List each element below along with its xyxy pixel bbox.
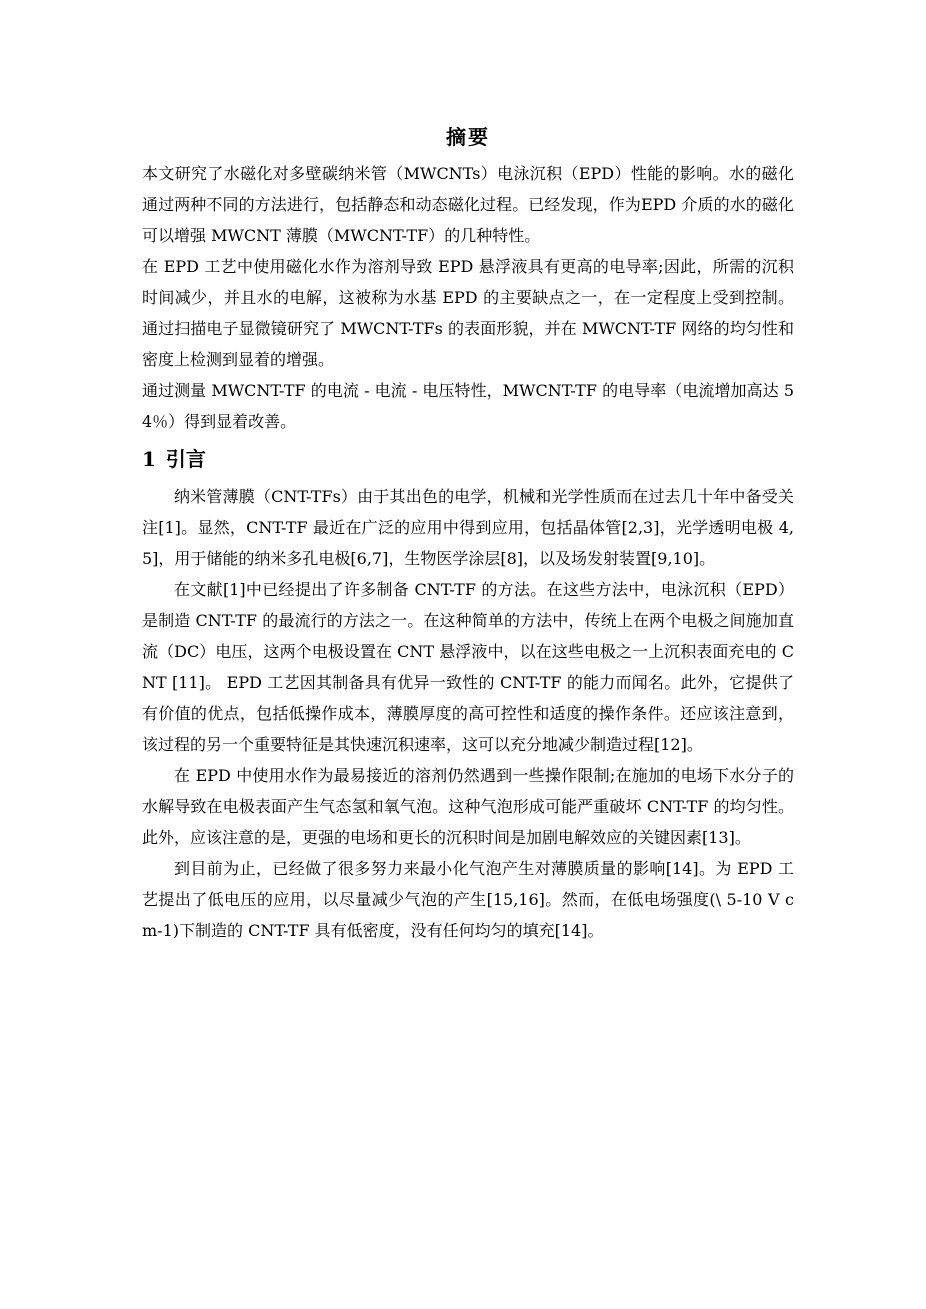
section-title: 引言 [165, 447, 206, 471]
intro-paragraph-2: 在文献[1]中已经提出了许多制备 CNT-TF 的方法。在这些方法中，电泳沉积（EPD）是制造 CNT-TF 的最流行的方法之一。在这种简单的方法中，传统上在两个电极之间施加直流（DC）电压，这两个电极设置在 CNT 悬浮液中，以在这些电极之一上沉积表面充电的 CNT [11]。 EPD 工艺因其制备具有优异一致性的 CNT-TF 的能力而闻名。此外，它提供了有价值的优点，包括低操作成本，薄膜厚度的高可控性和适度的操作条件。还应该注意到，该过程的另一个重要特征是其快速沉积速率，这可以充分地减少制造过程[12]。 [142, 580, 794, 754]
intro-paragraph-3: 在 EPD 中使用水作为最易接近的溶剂仍然遇到一些操作限制;在施加的电场下水分子的水解导致在电极表面产生气态氢和氧气泡。这种气泡形成可能严重破坏 CNT-TF 的均匀性。此外，应该注意的是，更强的电场和更长的沉积时间是加剧电解效应的关键因素[13]。 [142, 766, 794, 847]
document-page [142, 118, 794, 946]
intro-paragraph-1: 纳米管薄膜（CNT-TFs）由于其出色的电学，机械和光学性质而在过去几十年中备受关注[1]。显然，CNT-TF 最近在广泛的应用中得到应用，包括晶体管[2,3]，光学透明电极 4,5]，用于储能的纳米多孔电极[6,7]，生物医学涂层[8]，以及场发射装置[9,10]。 [142, 487, 794, 568]
abstract-paragraph-2: 在 EPD 工艺中使用磁化水作为溶剂导致 EPD 悬浮液具有更高的电导率;因此，所需的沉积时间减少，并且水的电解，这被称为水基 EPD 的主要缺点之一，在一定程度上受到控制。通过扫描电子显微镜研究了 MWCNT-TFs 的表面形貌，并在 MWCNT-TF 网络的均匀性和密度上检测到显着的增强。 [142, 257, 794, 369]
section-heading [142, 439, 794, 479]
abstract-title: 摘要 [446, 125, 490, 149]
intro-paragraph-4: 到目前为止，已经做了很多努力来最小化气泡产生对薄膜质量的影响[14]。为 EPD 工艺提出了低电压的应用，以尽量减少气泡的产生[15,16]。然而，在低电场强度(\ 5-10 V cm-1)下制造的 CNT-TF 具有低密度，没有任何均匀的填充[14]。 [142, 859, 794, 940]
abstract-paragraph-1: 本文研究了水磁化对多壁碳纳米管（MWCNTs）电泳沉积（EPD）性能的影响。水的磁化通过两种不同的方法进行，包括静态和动态磁化过程。已经发现，作为EPD 介质的水的磁化可以增强 MWCNT 薄膜（MWCNT-TF）的几种特性。 [142, 164, 794, 245]
section-number: 1 [142, 447, 156, 471]
abstract-paragraph-3: 通过测量 MWCNT-TF 的电流 - 电流 - 电压特性，MWCNT-TF 的电导率（电流增加高达 54％）得到显着改善。 [142, 381, 794, 431]
